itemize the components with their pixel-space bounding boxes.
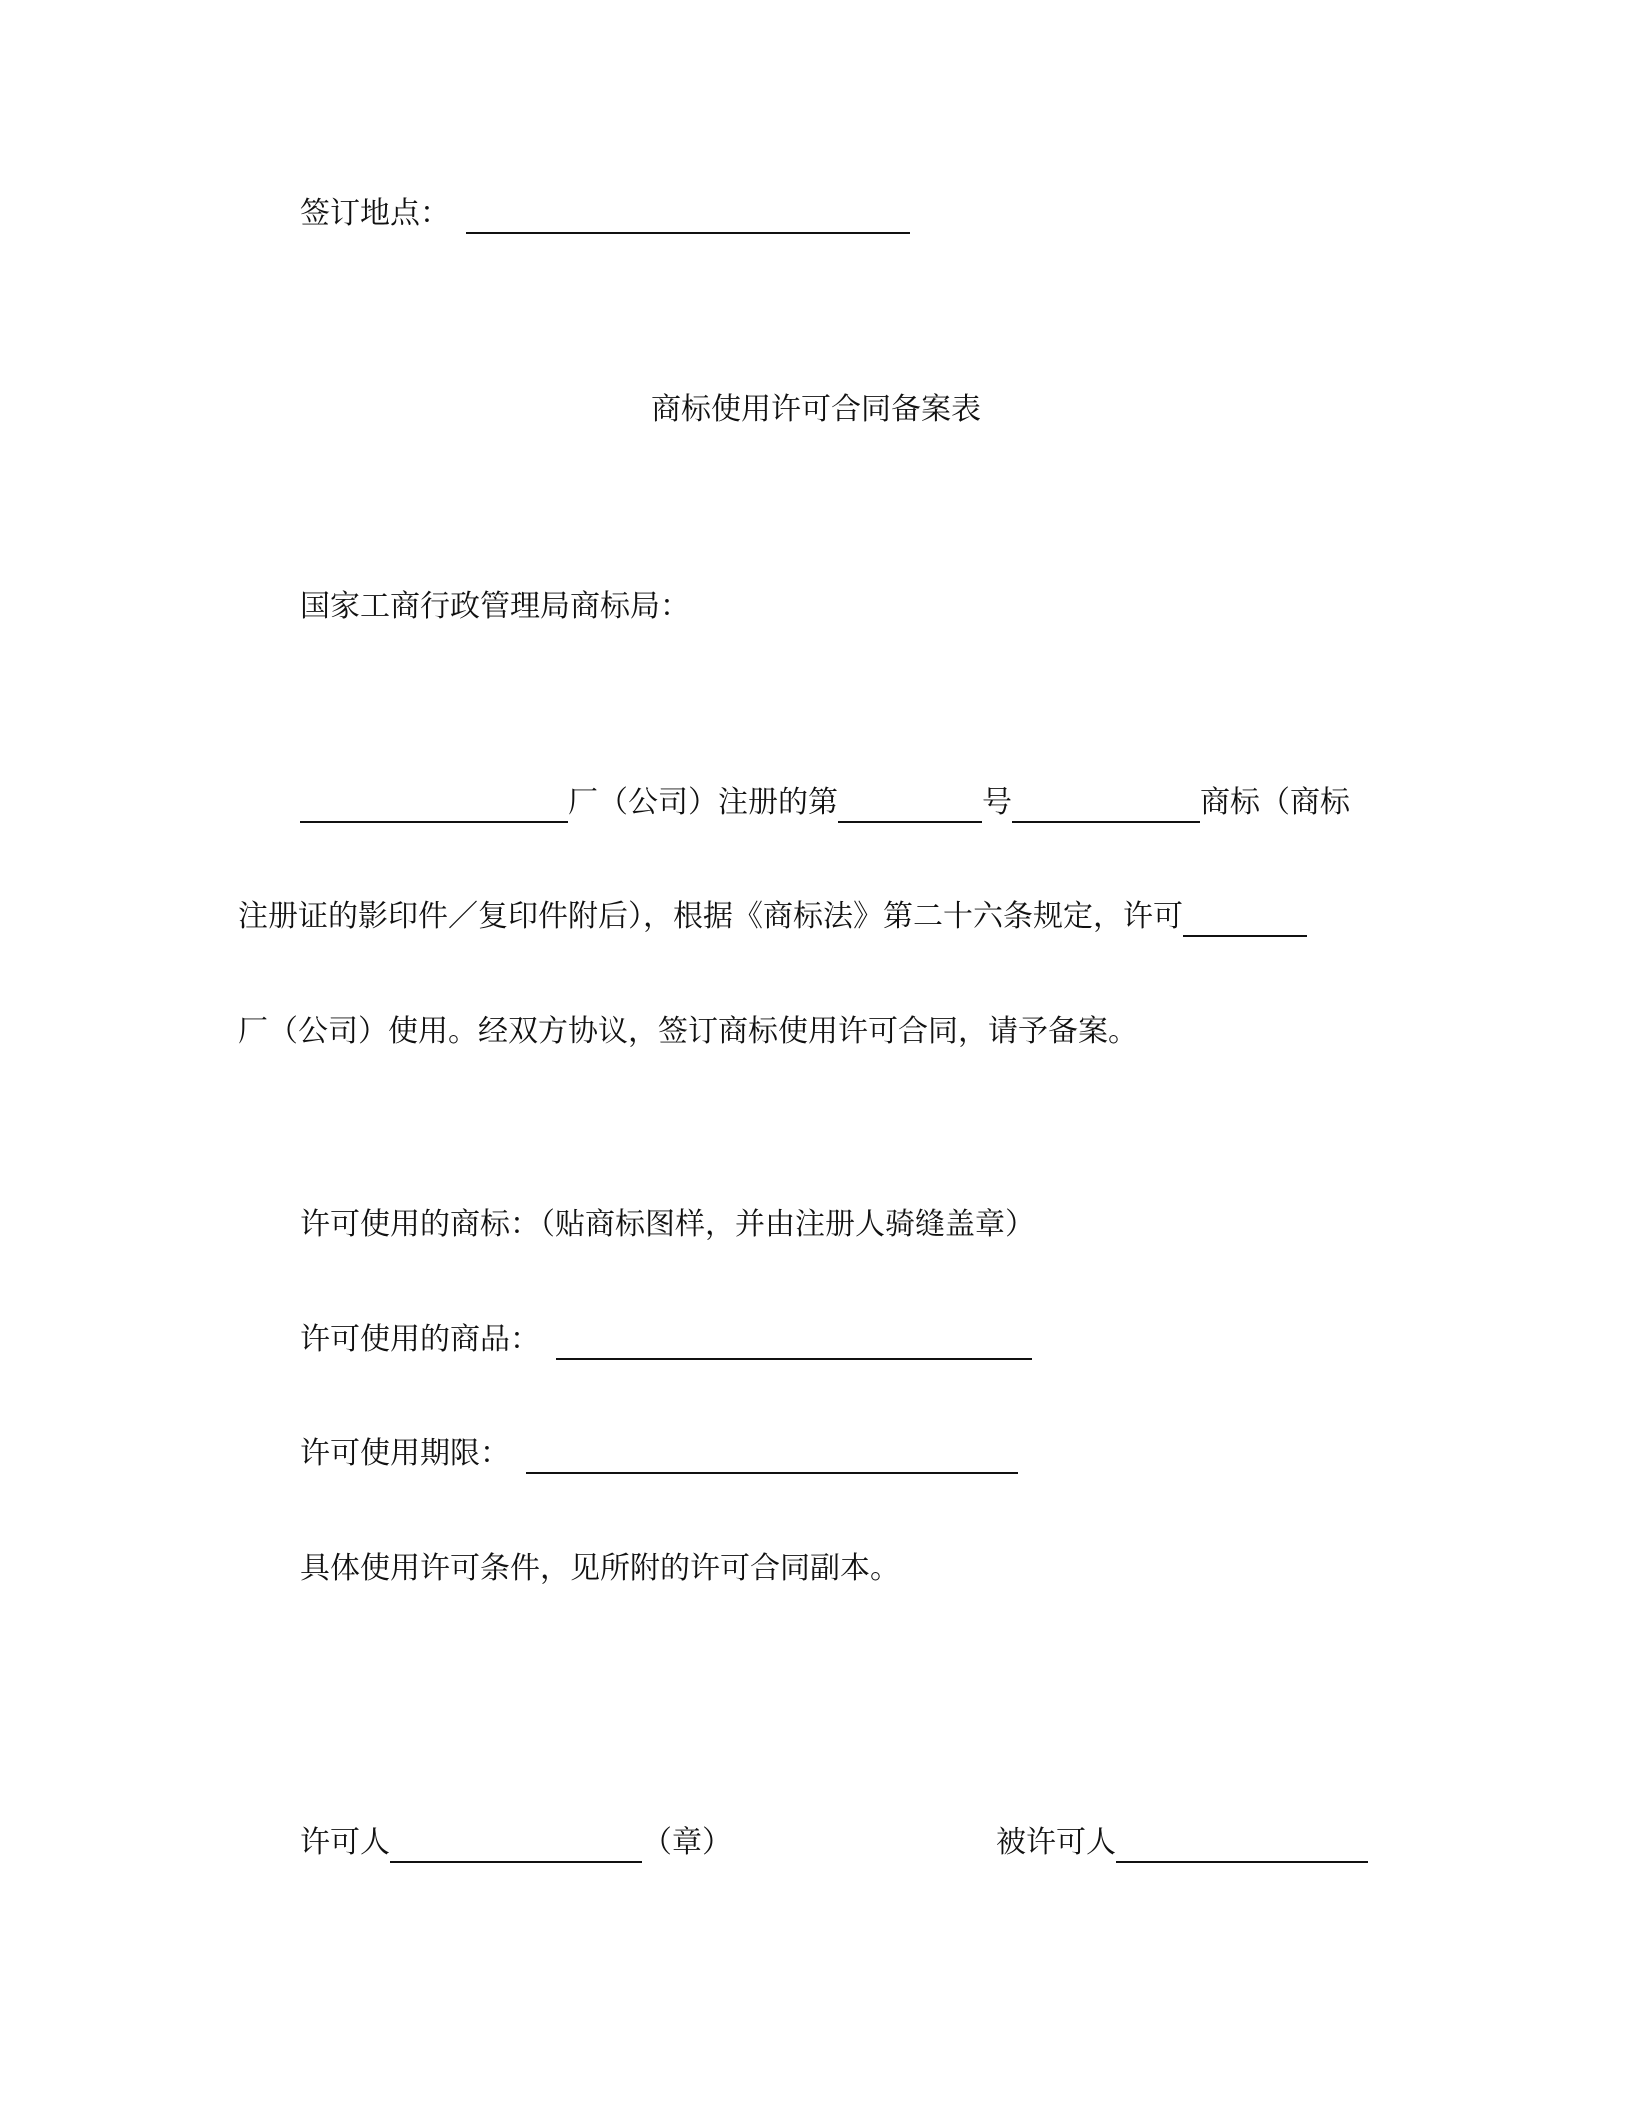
licensed-mark-row: 许可使用的商标：（贴商标图样，并由注册人骑缝盖章） xyxy=(300,1207,1035,1242)
licensor-signature-blank[interactable] xyxy=(390,1827,642,1863)
paragraph-line-2 xyxy=(238,897,1307,937)
licensee-factory-blank[interactable] xyxy=(1183,901,1307,937)
registration-number-blank[interactable] xyxy=(838,787,982,823)
p1-seg1: 厂（公司）注册的第 xyxy=(568,785,838,820)
signing-place-label: 签订地点： xyxy=(300,196,450,231)
licensed-goods-blank[interactable] xyxy=(556,1324,1032,1360)
conditions-row: 具体使用许可条件，见所附的许可合同副本。 xyxy=(300,1551,900,1586)
licensed-goods-label: 许可使用的商品： xyxy=(300,1322,540,1357)
licensor-signature-row xyxy=(300,1823,732,1863)
paragraph-line-1 xyxy=(300,783,1350,823)
paragraph-line-3: 厂（公司）使用。经双方协议，签订商标使用许可合同，请予备案。 xyxy=(238,1014,1138,1049)
p2-seg1: 注册证的影印件／复印件附后），根据《商标法》第二十六条规定，许可 xyxy=(238,899,1183,934)
signing-place-row xyxy=(300,194,910,234)
licensor-factory-blank[interactable] xyxy=(300,787,568,823)
seal-label: （章） xyxy=(642,1825,732,1860)
license-term-label: 许可使用期限： xyxy=(300,1436,510,1471)
licensed-goods-row xyxy=(300,1320,1032,1360)
licensee-label: 被许可人 xyxy=(996,1825,1116,1860)
p1-seg2: 号 xyxy=(982,785,1012,820)
licensee-signature-blank[interactable] xyxy=(1116,1827,1368,1863)
licensor-label: 许可人 xyxy=(300,1825,390,1860)
p1-seg3: 商标（商标 xyxy=(1200,785,1350,820)
form-title: 商标使用许可合同备案表 xyxy=(651,392,981,427)
addressee: 国家工商行政管理局商标局： xyxy=(300,589,690,624)
trademark-name-blank[interactable] xyxy=(1012,787,1200,823)
license-term-row xyxy=(300,1434,1018,1474)
licensee-signature-row xyxy=(996,1823,1368,1863)
signing-place-blank[interactable] xyxy=(466,198,910,234)
license-term-blank[interactable] xyxy=(526,1438,1018,1474)
